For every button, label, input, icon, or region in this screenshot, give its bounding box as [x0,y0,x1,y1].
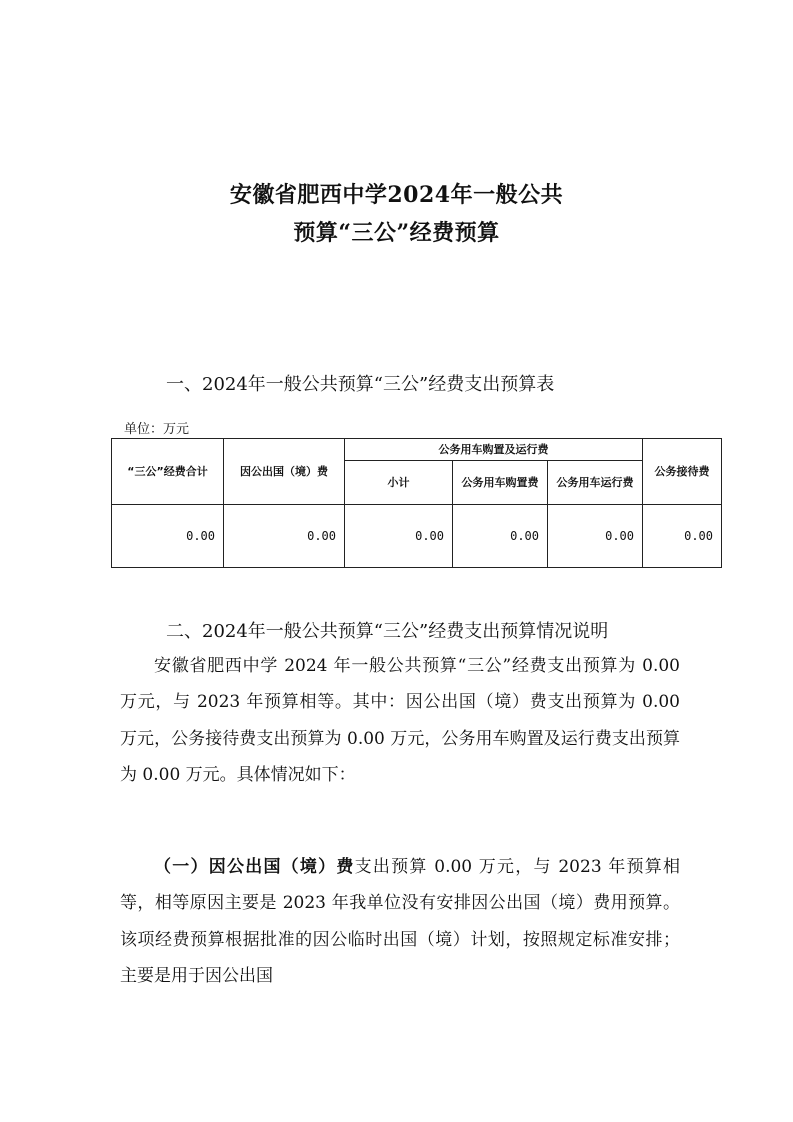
budget-table [111,438,722,568]
header-vehicle-operation: 公务用车运行费 [548,461,643,505]
overseas-subheading: （一）因公出国（境）费 [154,857,355,877]
header-overseas: 因公出国（境）费 [224,439,345,505]
value-total: 0.00 [112,505,224,568]
header-vehicle-group: 公务用车购置及运行费 [345,439,643,461]
value-overseas: 0.00 [224,505,345,568]
header-reception: 公务接待费 [643,439,722,505]
overseas-text: 支出预算 0.00 万元，与 2023 年预算相等，相等原因主要是 2023 年我单位没有安排因公出国（境）费用预算。该项经费预算根据批准的因公临时出国（境）计划，按照规定标准安排；主要是用于因公出国 [120,857,681,987]
header-vehicle-purchase: 公务用车购置费 [453,461,548,505]
section-1-heading: 一、2024年一般公共预算“三公”经费支出预算表 [166,374,555,395]
unit-label: 单位：万元 [124,422,190,437]
table-row [112,505,722,568]
document-title-line-2: 预算“三公”经费预算 [293,220,500,246]
document-title-line-1: 安徽省肥西中学2024年一般公共 [229,182,564,208]
explanation-paragraph-2 [120,849,680,995]
header-total: “三公”经费合计 [112,439,224,505]
explanation-paragraph-1: 安徽省肥西中学 2024 年一般公共预算“三公”经费支出预算为 0.00 万元，与 2023 年预算相等。其中：因公出国（境）费支出预算为 0.00 万元，公务接待费支出预算为 0.00 万元，公务用车购置及运行费支出预算为 0.00 万元。具体情况如下： [120,656,680,786]
value-vehicle-purchase: 0.00 [453,505,548,568]
header-subtotal: 小计 [345,461,453,505]
value-vehicle-operation: 0.00 [548,505,643,568]
value-subtotal: 0.00 [345,505,453,568]
value-reception: 0.00 [643,505,722,568]
section-2-heading: 二、2024年一般公共预算“三公”经费支出预算情况说明 [166,621,609,642]
